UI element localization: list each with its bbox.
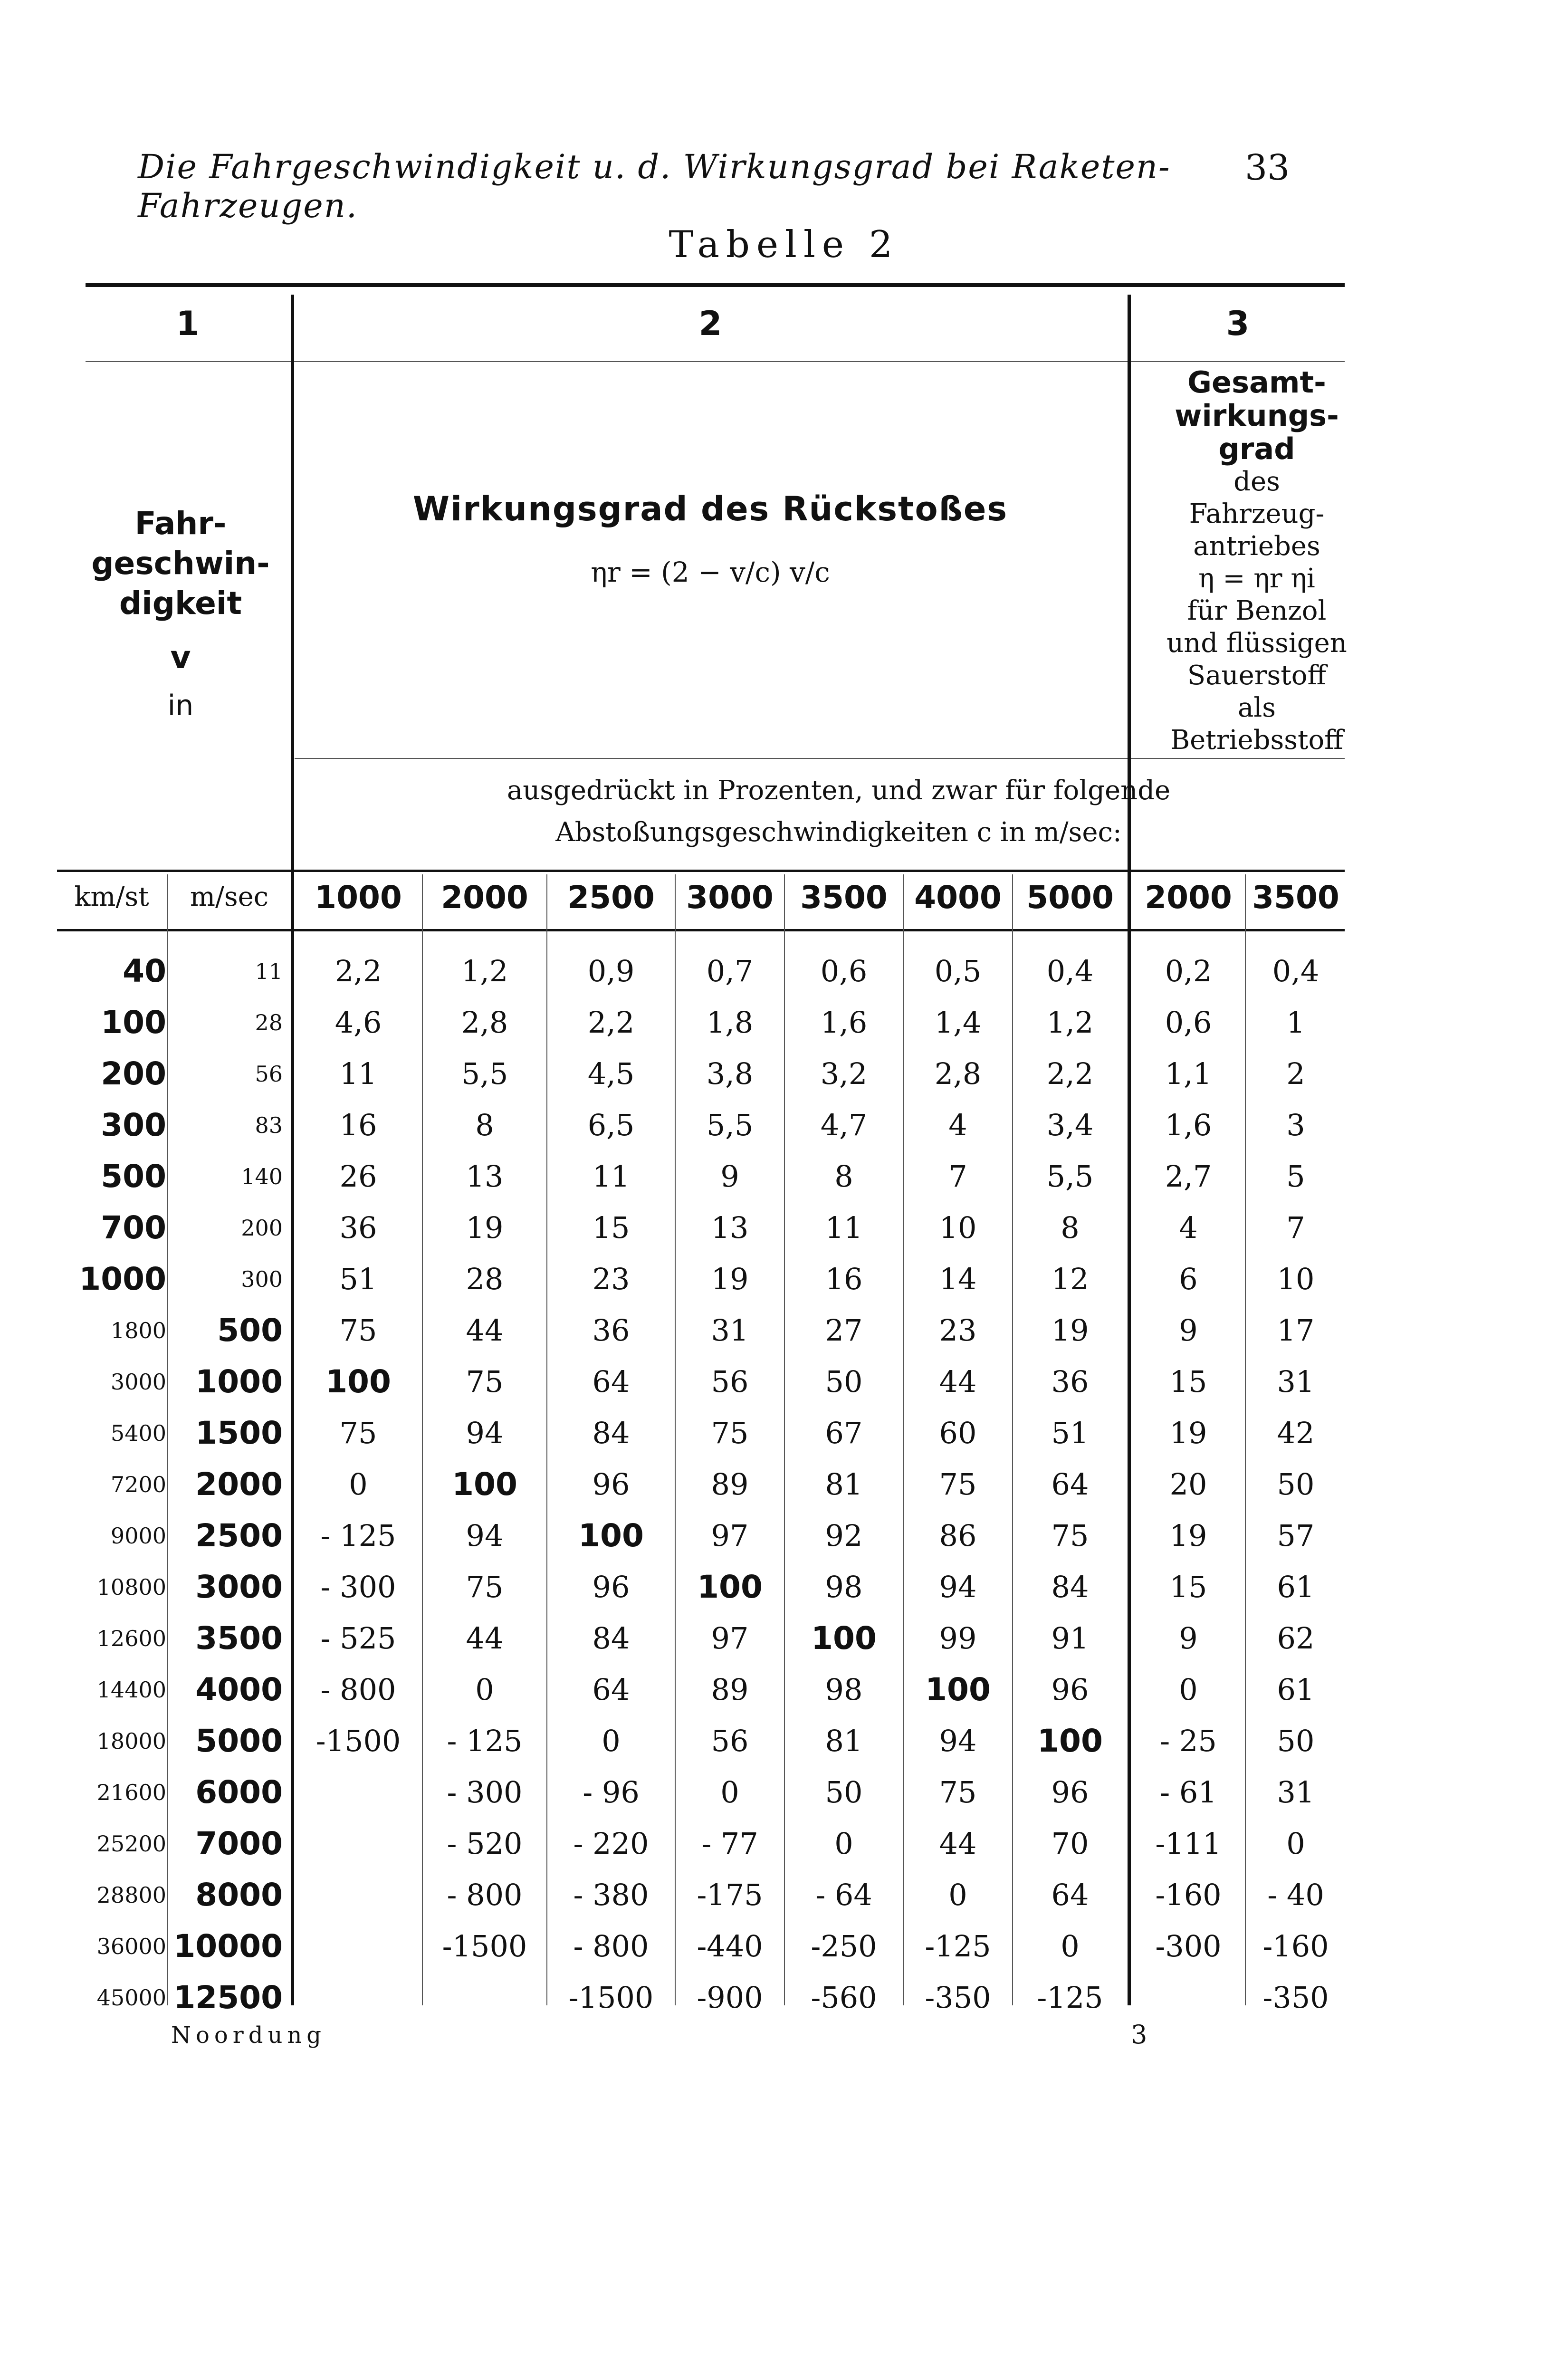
cell-value: 75 — [711, 1416, 749, 1450]
table-row — [0, 1921, 1568, 1972]
cell-value: 44 — [466, 1313, 504, 1348]
cell-value: - 525 — [320, 1621, 396, 1656]
cell-kmh: 40 — [123, 953, 166, 989]
cell-value: -350 — [925, 1980, 991, 2015]
table-row — [0, 1459, 1568, 1510]
cell-kmh: 45000 — [96, 1985, 166, 2011]
cell-value: - 220 — [573, 1826, 649, 1861]
cell-value: 16 — [339, 1108, 377, 1142]
c-header: 1000 — [315, 879, 402, 916]
cell-value: 84 — [1051, 1570, 1089, 1604]
cell-value: - 96 — [583, 1775, 640, 1810]
cell-value: 26 — [339, 1159, 377, 1194]
cell-value: -111 — [1155, 1826, 1222, 1861]
cell-value: 13 — [466, 1159, 504, 1194]
cell-value: -350 — [1262, 1980, 1329, 2015]
cell-value: 94 — [466, 1518, 504, 1553]
cell-value: 5 — [1286, 1159, 1305, 1194]
cell-ms: 3500 — [195, 1620, 283, 1657]
cell-value: - 300 — [320, 1570, 396, 1604]
cell-kmh: 28800 — [96, 1882, 166, 1908]
expression-note — [295, 770, 1383, 853]
cell-value: -900 — [697, 1980, 763, 2015]
cell-value: 0 — [720, 1775, 739, 1810]
cell-value: 19 — [711, 1262, 749, 1296]
col3-title-line: wirkungs- — [1175, 398, 1339, 433]
footer-signature: Noordung — [171, 2022, 326, 2049]
cell-ms: 500 — [217, 1312, 283, 1349]
cell-value: 0,2 — [1165, 954, 1212, 988]
cell-value: - 380 — [573, 1878, 649, 1912]
cell-value: 75 — [939, 1467, 977, 1502]
cell-ms: 56 — [255, 1061, 283, 1087]
cell-value: 9 — [720, 1159, 739, 1194]
cell-value: 75 — [466, 1364, 504, 1399]
cell-value: 3,4 — [1046, 1108, 1094, 1142]
cell-value: -160 — [1155, 1878, 1222, 1912]
c-header: 4000 — [914, 879, 1002, 916]
cell-value: 98 — [825, 1672, 863, 1707]
table-row — [0, 1305, 1568, 1356]
cell-kmh: 200 — [101, 1055, 166, 1092]
cell-value: 11 — [825, 1210, 863, 1245]
cell-value: -125 — [925, 1929, 991, 1964]
cell-value: 50 — [1277, 1724, 1315, 1758]
cell-value: -440 — [697, 1929, 763, 1964]
table-row — [0, 1715, 1568, 1767]
table-row — [0, 1408, 1568, 1459]
cell-value: 56 — [711, 1724, 749, 1758]
top-rule — [86, 283, 1345, 287]
header-bottom-rule — [57, 870, 1345, 872]
cell-value: -250 — [811, 1929, 877, 1964]
table-row — [0, 1869, 1568, 1921]
cell-ms: 10000 — [173, 1928, 283, 1964]
table-row — [0, 1151, 1568, 1202]
cell-kmh: 1000 — [79, 1261, 166, 1297]
col1-title-line: geschwin- — [91, 545, 270, 582]
cell-value: 100 — [452, 1466, 517, 1503]
cell-value: 8 — [1061, 1210, 1080, 1245]
cell-value: -125 — [1037, 1980, 1103, 2015]
cell-value: 62 — [1277, 1621, 1315, 1656]
cell-ms: 4000 — [195, 1671, 283, 1708]
cell-value: 36 — [592, 1313, 630, 1348]
cell-ms: 1500 — [195, 1415, 283, 1451]
cell-value: 31 — [1277, 1775, 1315, 1810]
cell-value: 1,1 — [1165, 1056, 1212, 1091]
col3-sub-line: antriebes — [1193, 531, 1320, 562]
cell-value: 94 — [939, 1570, 977, 1604]
footer-sheet-number: 3 — [1131, 2020, 1147, 2050]
expression-note-line: ausgedrückt in Prozenten, und zwar für folgende — [507, 775, 1171, 806]
cell-value: 0 — [602, 1724, 621, 1758]
cell-value: 5,5 — [461, 1056, 508, 1091]
cell-value: 51 — [1051, 1416, 1089, 1450]
col3-sub-line: Fahrzeug- — [1189, 498, 1325, 529]
cell-kmh: 3000 — [110, 1369, 166, 1395]
cell-value: 19 — [1051, 1313, 1089, 1348]
col3-sub-line: η = ηr ηi — [1198, 563, 1315, 594]
col3-sub-line: als — [1237, 692, 1276, 723]
cell-ms: 8000 — [195, 1877, 283, 1913]
cell-value: 20 — [1169, 1467, 1207, 1502]
cell-value: 3,2 — [820, 1056, 868, 1091]
col3-title-line: Gesamt- — [1187, 365, 1326, 400]
cell-ms: 2500 — [195, 1517, 283, 1554]
cell-value: 75 — [339, 1313, 377, 1348]
cell-value: 91 — [1051, 1621, 1089, 1656]
cell-value: 4 — [1179, 1210, 1198, 1245]
column-number-2: 2 — [698, 304, 722, 343]
cell-value: 50 — [825, 1775, 863, 1810]
cell-value: - 800 — [447, 1878, 523, 1912]
col3-title-line: grad — [1218, 431, 1295, 466]
cell-value: 0 — [349, 1467, 368, 1502]
cell-value: 2,8 — [934, 1056, 982, 1091]
table-row — [0, 997, 1568, 1048]
cell-value: 1,4 — [934, 1005, 982, 1040]
cell-value: 9 — [1179, 1313, 1198, 1348]
cell-value: 5,5 — [1046, 1159, 1094, 1194]
cell-value: 1,8 — [706, 1005, 754, 1040]
cell-value: 6 — [1179, 1262, 1198, 1296]
cell-value: 23 — [592, 1262, 630, 1296]
cell-value: 1,2 — [461, 954, 508, 988]
cell-value: 1 — [1286, 1005, 1305, 1040]
cell-value: -1500 — [568, 1980, 654, 2015]
cell-value: 15 — [592, 1210, 630, 1245]
cell-value: 8 — [475, 1108, 494, 1142]
cell-value: 96 — [592, 1570, 630, 1604]
cell-value: 1,2 — [1046, 1005, 1094, 1040]
cell-value: 75 — [339, 1416, 377, 1450]
cell-value: - 25 — [1160, 1724, 1217, 1758]
cell-value: 15 — [1169, 1364, 1207, 1399]
cell-value: 61 — [1277, 1672, 1315, 1707]
cell-value: - 77 — [701, 1826, 758, 1861]
cell-value: 16 — [825, 1262, 863, 1296]
expression-note-line: Abstoßungsgeschwindigkeiten c in m/sec: — [555, 817, 1122, 848]
cell-ms: 3000 — [195, 1569, 283, 1605]
col3-bottom-divider — [295, 758, 1345, 759]
cell-value: 44 — [939, 1826, 977, 1861]
cell-value: 70 — [1051, 1826, 1089, 1861]
cell-value: 51 — [339, 1262, 377, 1296]
table-row — [0, 1767, 1568, 1818]
cell-value: 36 — [339, 1210, 377, 1245]
cell-value: - 125 — [320, 1518, 396, 1553]
cell-value: 100 — [925, 1671, 991, 1708]
cell-kmh: 25200 — [96, 1831, 166, 1857]
cell-ms: 200 — [241, 1215, 283, 1241]
cell-value: 84 — [592, 1416, 630, 1450]
col3-sub-line: und flüssigen — [1166, 628, 1347, 659]
cell-kmh: 300 — [101, 1107, 166, 1143]
c-header: 5000 — [1026, 879, 1114, 916]
c-header: 2500 — [567, 879, 655, 916]
cell-value: 96 — [592, 1467, 630, 1502]
table-row — [0, 1972, 1568, 2023]
cell-value: 1,6 — [1165, 1108, 1212, 1142]
cell-value: 100 — [1037, 1723, 1103, 1759]
cell-value: 42 — [1277, 1416, 1315, 1450]
col2-formula: ηr = (2 − v/c) v/c — [591, 556, 830, 588]
cell-kmh: 700 — [101, 1209, 166, 1246]
cell-value: 64 — [1051, 1467, 1089, 1502]
cell-value: 89 — [711, 1672, 749, 1707]
cell-value: 75 — [939, 1775, 977, 1810]
table-row — [0, 1100, 1568, 1151]
cell-value: 14 — [939, 1262, 977, 1296]
cell-value: 4 — [948, 1108, 967, 1142]
cell-value: -160 — [1262, 1929, 1329, 1964]
cell-ms: 11 — [255, 958, 283, 984]
col1-title — [62, 504, 299, 623]
cell-value: 84 — [592, 1621, 630, 1656]
cell-value: - 40 — [1267, 1878, 1324, 1912]
cell-value: 0 — [834, 1826, 853, 1861]
cell-value: 64 — [592, 1672, 630, 1707]
cell-kmh: 12600 — [96, 1626, 166, 1651]
cell-value: 97 — [711, 1518, 749, 1553]
cell-value: 4,6 — [335, 1005, 382, 1040]
cell-value: 50 — [825, 1364, 863, 1399]
cell-value: 81 — [825, 1467, 863, 1502]
cell-value: 75 — [1051, 1518, 1089, 1553]
cell-kmh: 5400 — [110, 1420, 166, 1446]
cell-value: 13 — [711, 1210, 749, 1245]
col3-sub-line: Betriebsstoff — [1170, 725, 1343, 756]
cell-ms: 140 — [241, 1164, 283, 1189]
col3-sub-line: für Benzol — [1187, 595, 1327, 626]
col1-in: in — [167, 689, 194, 722]
cell-value: 6,5 — [587, 1108, 635, 1142]
cell-kmh: 9000 — [110, 1523, 166, 1549]
unit-kmh-header: km/st — [74, 881, 149, 912]
cell-value: 86 — [939, 1518, 977, 1553]
cell-value: 0,6 — [1165, 1005, 1212, 1040]
cell-value: -1500 — [316, 1724, 401, 1758]
header-number-divider — [86, 361, 1345, 362]
cell-value: 11 — [592, 1159, 630, 1194]
c-header: 2000 — [441, 879, 528, 916]
cell-value: 23 — [939, 1313, 977, 1348]
cell-value: 0 — [948, 1878, 967, 1912]
c-header: 3000 — [686, 879, 774, 916]
cell-ms: 300 — [241, 1266, 283, 1292]
table-row — [0, 1356, 1568, 1408]
cell-value: 5,5 — [706, 1108, 754, 1142]
col3-sub-line: Sauerstoff — [1187, 660, 1327, 691]
cell-value: 57 — [1277, 1518, 1315, 1553]
table-row — [0, 1818, 1568, 1869]
cell-value: 0 — [1286, 1826, 1305, 1861]
cell-value: 67 — [825, 1416, 863, 1450]
cell-value: 4,7 — [820, 1108, 868, 1142]
cell-ms: 1000 — [195, 1363, 283, 1400]
cell-kmh: 36000 — [96, 1934, 166, 1959]
cell-value: 92 — [825, 1518, 863, 1553]
cell-value: -1500 — [442, 1929, 527, 1964]
cell-value: 94 — [939, 1724, 977, 1758]
cell-ms: 2000 — [195, 1466, 283, 1503]
cell-value: 89 — [711, 1467, 749, 1502]
cell-value: 2,2 — [335, 954, 382, 988]
c-header: 3500 — [800, 879, 888, 916]
cell-kmh: 500 — [101, 1158, 166, 1195]
cell-value: 27 — [825, 1313, 863, 1348]
cell-value: - 300 — [447, 1775, 523, 1810]
col3-sub-line: des — [1233, 466, 1280, 497]
cell-value: 100 — [811, 1620, 877, 1657]
column-number-3: 3 — [1226, 304, 1250, 343]
cell-value: 64 — [592, 1364, 630, 1399]
cell-value: - 520 — [447, 1826, 523, 1861]
cell-ms: 7000 — [195, 1825, 283, 1862]
cell-value: 2 — [1286, 1056, 1305, 1091]
c-header: 3500 — [1252, 879, 1339, 916]
cell-value: 15 — [1169, 1570, 1207, 1604]
cell-value: 31 — [711, 1313, 749, 1348]
cell-value: 96 — [1051, 1672, 1089, 1707]
cell-value: - 64 — [815, 1878, 872, 1912]
cell-value: 2,2 — [1046, 1056, 1094, 1091]
c-header: 2000 — [1145, 879, 1232, 916]
running-head: Die Fahrgeschwindigkeit u. d. Wirkungsgrad bei Raketen-Fahrzeugen. — [138, 147, 1171, 225]
cell-value: 7 — [948, 1159, 967, 1194]
table-row — [0, 1562, 1568, 1613]
cell-ms: 5000 — [195, 1723, 283, 1759]
cell-value: 44 — [466, 1621, 504, 1656]
cell-value: 10 — [1277, 1262, 1315, 1296]
table-row — [0, 1048, 1568, 1100]
unit-ms-header: m/sec — [190, 881, 269, 912]
cell-kmh: 7200 — [110, 1472, 166, 1497]
cell-value: 0,5 — [934, 954, 982, 988]
col1-title-line: digkeit — [119, 585, 242, 622]
cell-value: 0,4 — [1272, 954, 1319, 988]
cell-value: 50 — [1277, 1467, 1315, 1502]
page-number: 33 — [1245, 147, 1290, 188]
table-row — [0, 1202, 1568, 1254]
cell-value: 61 — [1277, 1570, 1315, 1604]
table-title: Tabelle 2 — [669, 223, 899, 266]
cell-value: 98 — [825, 1570, 863, 1604]
cell-value: - 800 — [320, 1672, 396, 1707]
cell-value: - 800 — [573, 1929, 649, 1964]
cell-value: 0 — [1179, 1672, 1198, 1707]
cell-value: 19 — [466, 1210, 504, 1245]
cell-value: 94 — [466, 1416, 504, 1450]
cell-value: 99 — [939, 1621, 977, 1656]
col1-title-line: Fahr- — [134, 505, 227, 542]
cell-value: 56 — [711, 1364, 749, 1399]
cell-value: 28 — [466, 1262, 504, 1296]
table-row — [0, 1510, 1568, 1562]
cell-value: 4,5 — [587, 1056, 635, 1091]
cell-value: - 125 — [447, 1724, 523, 1758]
cell-value: 100 — [325, 1363, 391, 1400]
cell-value: 1,6 — [820, 1005, 868, 1040]
cell-value: - 61 — [1160, 1775, 1217, 1810]
cell-value: 0,9 — [587, 954, 635, 988]
table-row — [0, 1613, 1568, 1664]
cell-value: 19 — [1169, 1416, 1207, 1450]
col1-symbol: v — [170, 639, 191, 676]
cell-value: 10 — [939, 1210, 977, 1245]
cell-value: 8 — [834, 1159, 853, 1194]
cell-ms: 6000 — [195, 1774, 283, 1811]
cell-value: 44 — [939, 1364, 977, 1399]
cell-value: 31 — [1277, 1364, 1315, 1399]
cell-value: 75 — [466, 1570, 504, 1604]
cell-value: -300 — [1155, 1929, 1222, 1964]
cell-value: -560 — [811, 1980, 877, 2015]
cell-value: 64 — [1051, 1878, 1089, 1912]
cell-value: 9 — [1179, 1621, 1198, 1656]
cell-value: 36 — [1051, 1364, 1089, 1399]
cell-value: 0,7 — [706, 954, 754, 988]
cell-kmh: 18000 — [96, 1728, 166, 1754]
cell-ms: 83 — [255, 1112, 283, 1138]
cell-value: 0,6 — [820, 954, 868, 988]
column-number-1: 1 — [176, 304, 200, 343]
table-row — [0, 946, 1568, 997]
cell-value: 11 — [339, 1056, 377, 1091]
cell-value: -175 — [697, 1878, 763, 1912]
cell-value: 60 — [939, 1416, 977, 1450]
cell-kmh: 14400 — [96, 1677, 166, 1703]
cell-value: 100 — [578, 1517, 644, 1554]
cell-kmh: 100 — [101, 1004, 166, 1041]
cell-value: 97 — [711, 1621, 749, 1656]
cell-value: 2,8 — [461, 1005, 508, 1040]
cell-value: 96 — [1051, 1775, 1089, 1810]
cell-value: 19 — [1169, 1518, 1207, 1553]
cell-value: 3,8 — [706, 1056, 754, 1091]
cell-value: 12 — [1051, 1262, 1089, 1296]
cell-kmh: 1800 — [110, 1318, 166, 1343]
cell-value: 7 — [1286, 1210, 1305, 1245]
col3-title — [1131, 366, 1383, 757]
cell-value: 3 — [1286, 1108, 1305, 1142]
cell-value: 81 — [825, 1724, 863, 1758]
col2-title: Wirkungsgrad des Rückstoßes — [412, 489, 1008, 528]
cell-value: 2,2 — [587, 1005, 635, 1040]
cell-value: 2,7 — [1165, 1159, 1212, 1194]
cell-ms: 12500 — [173, 1979, 283, 2016]
cell-value: 17 — [1277, 1313, 1315, 1348]
cell-value: 100 — [697, 1569, 763, 1605]
cell-value: 0,4 — [1046, 954, 1094, 988]
cell-value: 0 — [475, 1672, 494, 1707]
subheader-bottom-rule — [57, 929, 1345, 931]
cell-kmh: 21600 — [96, 1780, 166, 1805]
cell-value: 0 — [1061, 1929, 1080, 1964]
table-row — [0, 1254, 1568, 1305]
cell-kmh: 10800 — [96, 1574, 166, 1600]
cell-ms: 28 — [255, 1010, 283, 1035]
table-row — [0, 1664, 1568, 1715]
